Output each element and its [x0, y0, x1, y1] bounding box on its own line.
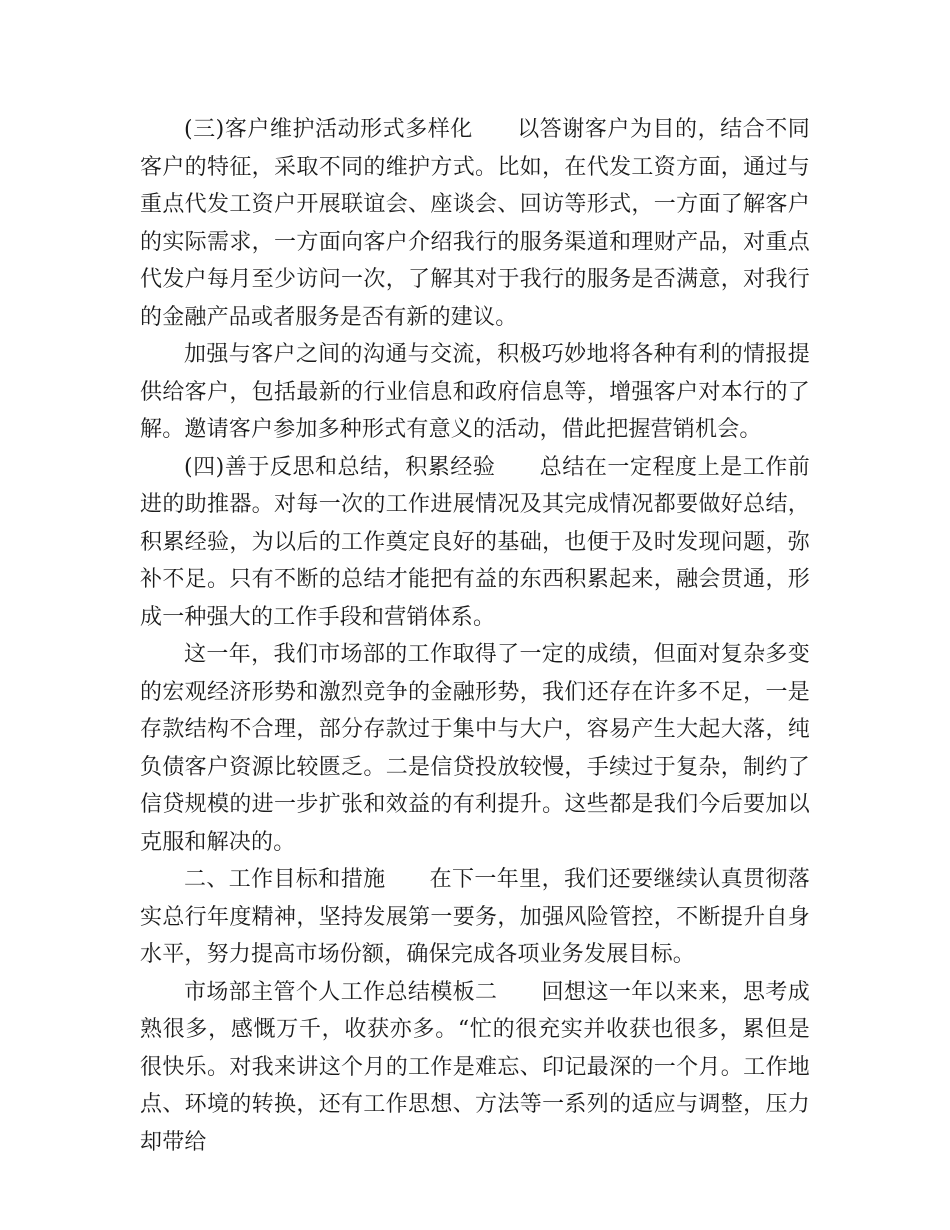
paragraph-text: 以答谢客户为目的，结合不同客户的特征，采取不同的维护方式。比如，在代发工资方面，通过与重点代发工资户开展联谊会、座谈会、回访等形式，一方面了解客户的实际需求，一方面向客户介绍我行的服务渠道和理财产品，对重点代发户每月至少访问一次，了解其对于我行的服务是否满意，对我行的金融产品或者服务是否有新的建议。: [140, 117, 810, 330]
paragraph-reflection: [140, 449, 810, 637]
paragraph-communication: [140, 336, 810, 449]
paragraph-text: 这一年，我们市场部的工作取得了一定的成绩，但面对复杂多变的宏观经济形势和激烈竞争的金融形势，我们还存在许多不足，一是存款结构不合理，部分存款过于集中与大户，容易产生大起大落，纯负债客户资源比较匮乏。二是信贷投放较慢，手续过于复杂，制约了信贷规模的进一步扩张和效益的有利提升。这些都是我们今后要加以克服和解决的。: [140, 642, 810, 855]
paragraph-text: 总结在一定程度上是工作前进的助推器。对每一次的工作进展情况及其完成情况都要做好总结，积累经验，为以后的工作奠定良好的基础，也便于及时发现问题，弥补不足。只有不断的总结才能把有益的东西积累起来，融会贯通，形成一种强大的工作手段和营销体系。: [140, 454, 810, 630]
paragraph-customer-maintenance: [140, 111, 810, 336]
paragraph-text: 在下一年里，我们还要继续认真贯彻落实总行年度精神，坚持发展第一要务，加强风险管控，不断提升自身水平，努力提高市场份额，确保完成各项业务发展目标。: [140, 867, 810, 967]
paragraph-year-summary: [140, 636, 810, 861]
section-heading: 市场部主管个人工作总结模板二: [184, 979, 498, 1005]
section-heading: (四)善于反思和总结，积累经验: [184, 454, 496, 480]
paragraph-text: 加强与客户之间的沟通与交流，积极巧妙地将各种有利的情报提供给客户，包括最新的行业信息和政府信息等，增强客户对本行的了解。邀请客户参加多种形式有意义的活动，借此把握营销机会。: [140, 342, 810, 442]
document-page: [140, 111, 810, 1161]
section-heading: 二、工作目标和措施: [184, 867, 386, 892]
paragraph-template-two: [140, 974, 810, 1162]
paragraph-text: 回想这一年以来来，思考成熟很多，感慨万千，收获亦多。“忙的很充实并收获也很多，累但是很快乐。对我来讲这个月的工作是难忘、印记最深的一个月。工作地点、环境的转换，还有工作思想、方法等一系列的适应与调整，压力却带给: [140, 979, 810, 1155]
section-heading: (三)客户维护活动形式多样化: [184, 117, 473, 142]
paragraph-goals-measures: [140, 861, 810, 974]
